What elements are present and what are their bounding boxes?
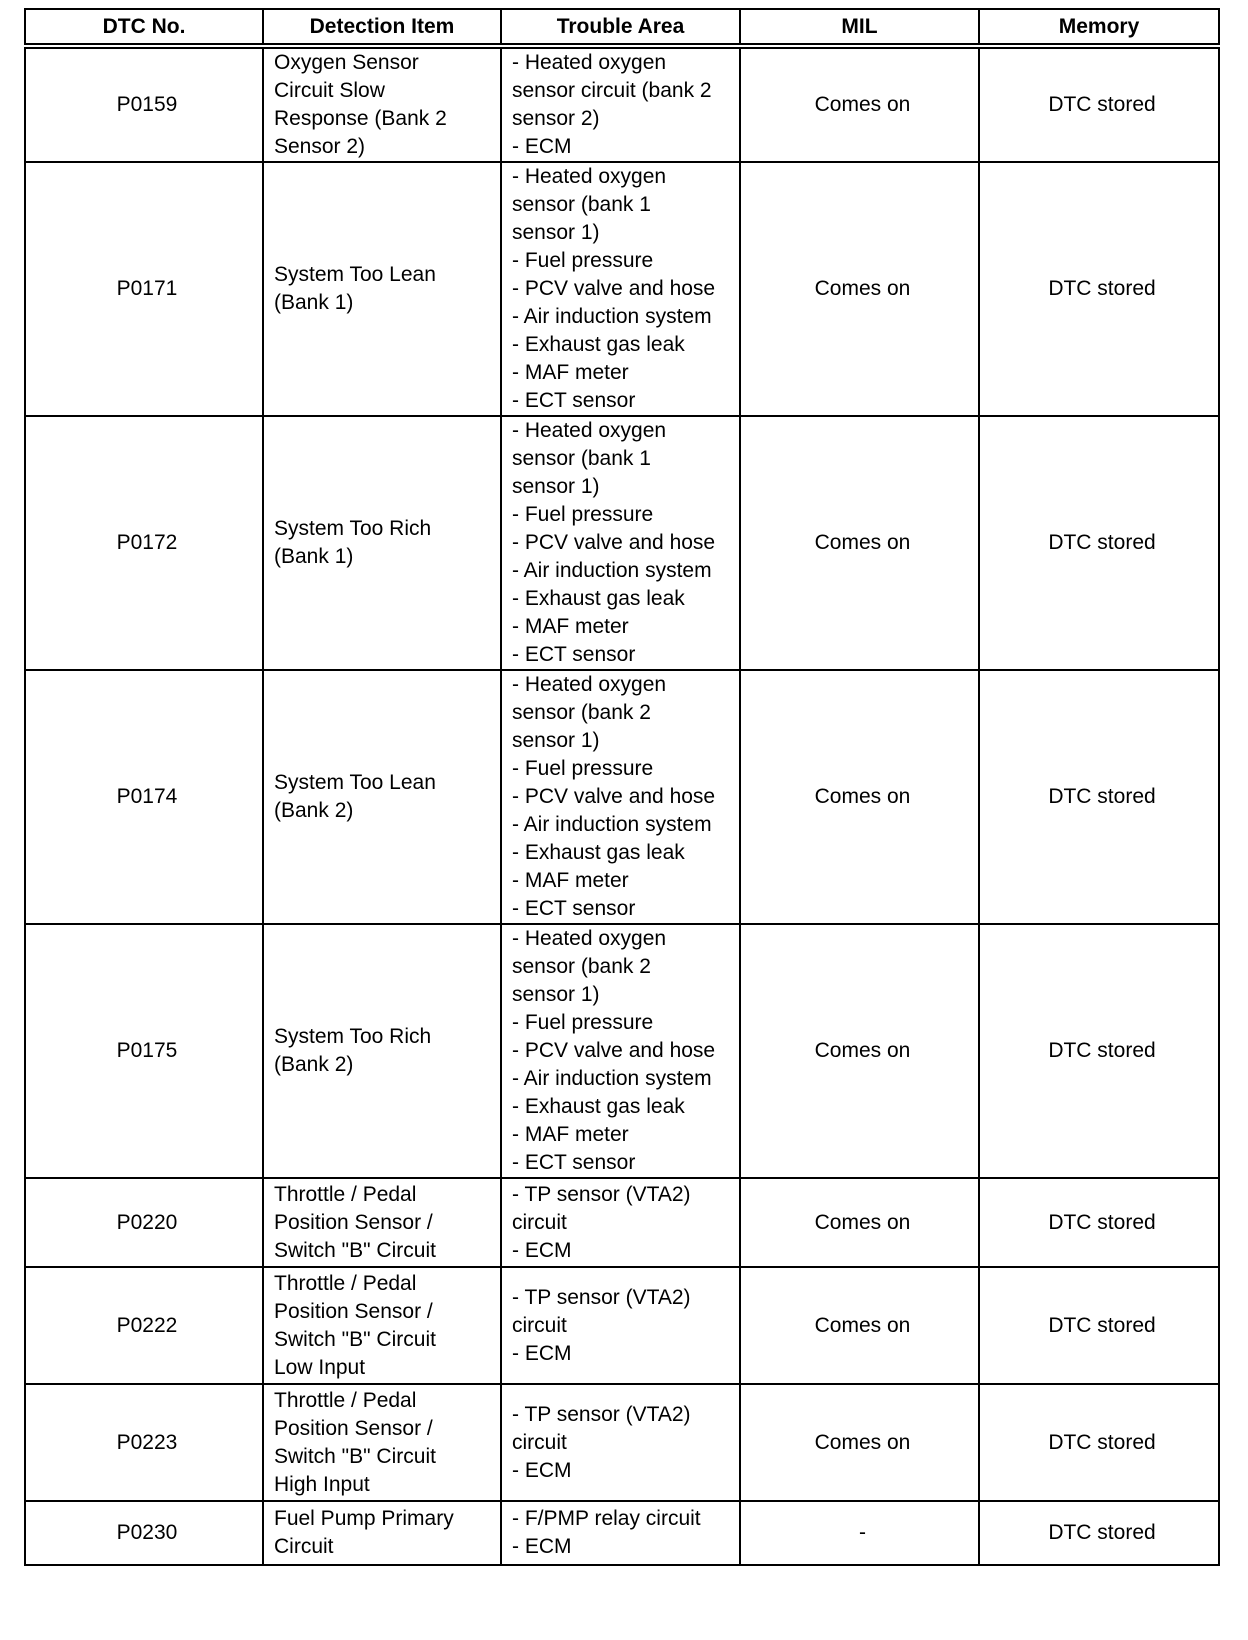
mil-cell: -: [740, 1501, 979, 1565]
mil-cell: Comes on: [740, 1178, 979, 1267]
trouble-area-line: - ECM: [512, 1458, 572, 1482]
trouble-area-line: - ECM: [512, 1341, 572, 1365]
trouble-area-cell: [501, 924, 740, 1178]
header-dtc-no: DTC No.: [25, 9, 263, 46]
detection-item-cell: [263, 1501, 501, 1565]
detection-item-line: (Bank 2): [274, 1053, 354, 1076]
memory-cell: DTC stored: [979, 924, 1219, 1178]
trouble-area-line: sensor (bank 2: [512, 955, 651, 978]
detection-item-line: System Too Lean: [274, 771, 436, 794]
detection-item-line: System Too Rich: [274, 1025, 432, 1048]
trouble-area-line: circuit: [512, 1313, 567, 1337]
table-row: [25, 1501, 1219, 1565]
detection-item-line: Circuit Slow: [274, 79, 385, 102]
table-row: [25, 924, 1219, 1178]
detection-item-line: Throttle / Pedal: [274, 1388, 417, 1412]
detection-item-line: Switch "B" Circuit: [274, 1327, 436, 1351]
table-row: [25, 1384, 1219, 1501]
trouble-area-line: - Air induction system: [512, 813, 712, 836]
trouble-area-line: - MAF meter: [512, 361, 629, 384]
detection-item-cell: [263, 1178, 501, 1267]
trouble-area-line: - PCV valve and hose: [512, 785, 716, 808]
trouble-area-line: - Exhaust gas leak: [512, 1095, 685, 1118]
table-row: [25, 162, 1219, 416]
detection-item-line: High Input: [274, 1472, 370, 1496]
detection-item-line: Position Sensor /: [274, 1299, 433, 1323]
trouble-area-line: sensor (bank 1: [512, 193, 651, 216]
trouble-area-line: - ECM: [512, 1238, 572, 1262]
detection-item-cell: [263, 1384, 501, 1501]
detection-item-cell: [263, 924, 501, 1178]
dtc-code-cell: P0222: [25, 1267, 263, 1384]
trouble-area-line: sensor 1): [512, 983, 600, 1006]
trouble-area-cell: [501, 1178, 740, 1267]
trouble-area-line: - Exhaust gas leak: [512, 587, 685, 610]
detection-item-cell: [263, 1267, 501, 1384]
table-row: [25, 1267, 1219, 1384]
detection-item-cell: [263, 416, 501, 670]
dtc-code-cell: P0230: [25, 1501, 263, 1565]
trouble-area-line: sensor (bank 2: [512, 701, 651, 724]
mil-cell: Comes on: [740, 1267, 979, 1384]
trouble-area-line: - PCV valve and hose: [512, 277, 716, 300]
trouble-area-line: circuit: [512, 1210, 567, 1234]
trouble-area-line: sensor (bank 1: [512, 447, 651, 470]
trouble-area-cell: [501, 46, 740, 162]
trouble-area-line: - MAF meter: [512, 869, 629, 892]
detection-item-line: System Too Rich: [274, 517, 432, 540]
mil-cell: Comes on: [740, 670, 979, 924]
detection-item-line: Circuit: [274, 1535, 334, 1558]
detection-item-line: Fuel Pump Primary: [274, 1507, 454, 1530]
detection-item-line: Throttle / Pedal: [274, 1182, 417, 1206]
trouble-area-line: - Air induction system: [512, 559, 712, 582]
dtc-table: [24, 8, 1220, 1566]
detection-item-line: Response (Bank 2: [274, 107, 447, 130]
trouble-area-line: - Fuel pressure: [512, 503, 654, 526]
trouble-area-line: - ECT sensor: [512, 1151, 636, 1174]
detection-item-line: Switch "B" Circuit: [274, 1444, 436, 1468]
header-row: [25, 9, 1219, 46]
trouble-area-line: - ECT sensor: [512, 389, 636, 412]
dtc-code-cell: P0159: [25, 46, 263, 162]
memory-cell: DTC stored: [979, 670, 1219, 924]
table-row: [25, 1178, 1219, 1267]
trouble-area-line: sensor 1): [512, 221, 600, 244]
trouble-area-line: - TP sensor (VTA2): [512, 1182, 691, 1206]
detection-item-line: Switch "B" Circuit: [274, 1238, 436, 1262]
trouble-area-line: - Fuel pressure: [512, 757, 654, 780]
trouble-area-cell: [501, 670, 740, 924]
detection-item-cell: [263, 670, 501, 924]
trouble-area-line: - PCV valve and hose: [512, 1039, 716, 1062]
trouble-area-line: sensor 1): [512, 475, 600, 498]
dtc-code-cell: P0174: [25, 670, 263, 924]
trouble-area-line: - Fuel pressure: [512, 249, 654, 272]
memory-cell: DTC stored: [979, 1267, 1219, 1384]
detection-item-line: (Bank 1): [274, 291, 354, 314]
detection-item-line: Position Sensor /: [274, 1210, 433, 1234]
mil-cell: Comes on: [740, 416, 979, 670]
mil-cell: Comes on: [740, 46, 979, 162]
trouble-area-line: - TP sensor (VTA2): [512, 1402, 691, 1426]
detection-item-line: (Bank 2): [274, 799, 354, 822]
trouble-area-cell: [501, 1501, 740, 1565]
header-memory: Memory: [979, 9, 1219, 46]
dtc-code-cell: P0220: [25, 1178, 263, 1267]
trouble-area-line: - Exhaust gas leak: [512, 333, 685, 356]
trouble-area-line: - Heated oxygen: [512, 927, 667, 950]
detection-item-line: (Bank 1): [274, 545, 354, 568]
trouble-area-line: circuit: [512, 1430, 567, 1454]
trouble-area-cell: [501, 1384, 740, 1501]
header-mil: MIL: [740, 9, 979, 46]
table-row: [25, 46, 1219, 162]
detection-item-line: Low Input: [274, 1355, 366, 1379]
trouble-area-line: sensor 2): [512, 107, 600, 130]
dtc-code-cell: P0172: [25, 416, 263, 670]
trouble-area-line: - MAF meter: [512, 1123, 629, 1146]
trouble-area-line: - PCV valve and hose: [512, 531, 716, 554]
trouble-area-line: - MAF meter: [512, 615, 629, 638]
detection-item-line: Oxygen Sensor: [274, 51, 419, 74]
header-detection-item: Detection Item: [263, 9, 501, 46]
trouble-area-line: - ECM: [512, 1535, 572, 1558]
detection-item-cell: [263, 46, 501, 162]
trouble-area-cell: [501, 1267, 740, 1384]
trouble-area-line: - Air induction system: [512, 1067, 712, 1090]
trouble-area-line: - TP sensor (VTA2): [512, 1285, 691, 1309]
detection-item-cell: [263, 162, 501, 416]
trouble-area-line: - Heated oxygen: [512, 419, 667, 442]
trouble-area-line: - F/PMP relay circuit: [512, 1507, 701, 1530]
trouble-area-line: sensor 1): [512, 729, 600, 752]
trouble-area-line: - ECT sensor: [512, 897, 636, 920]
trouble-area-cell: [501, 162, 740, 416]
memory-cell: DTC stored: [979, 46, 1219, 162]
trouble-area-line: - Heated oxygen: [512, 165, 667, 188]
trouble-area-cell: [501, 416, 740, 670]
memory-cell: DTC stored: [979, 162, 1219, 416]
dtc-code-cell: P0171: [25, 162, 263, 416]
detection-item-line: Position Sensor /: [274, 1416, 433, 1440]
trouble-area-line: - Heated oxygen: [512, 51, 667, 74]
trouble-area-line: - ECT sensor: [512, 643, 636, 666]
dtc-code-cell: P0223: [25, 1384, 263, 1501]
header-trouble-area: Trouble Area: [501, 9, 740, 46]
memory-cell: DTC stored: [979, 1384, 1219, 1501]
trouble-area-line: - Exhaust gas leak: [512, 841, 685, 864]
trouble-area-line: - Fuel pressure: [512, 1011, 654, 1034]
trouble-area-line: - Heated oxygen: [512, 673, 667, 696]
table-row: [25, 670, 1219, 924]
table-body: [25, 46, 1219, 1565]
memory-cell: DTC stored: [979, 1501, 1219, 1565]
memory-cell: DTC stored: [979, 416, 1219, 670]
detection-item-line: Throttle / Pedal: [274, 1271, 417, 1295]
mil-cell: Comes on: [740, 924, 979, 1178]
mil-cell: Comes on: [740, 162, 979, 416]
trouble-area-line: - ECM: [512, 135, 572, 158]
dtc-code-cell: P0175: [25, 924, 263, 1178]
memory-cell: DTC stored: [979, 1178, 1219, 1267]
mil-cell: Comes on: [740, 1384, 979, 1501]
trouble-area-line: sensor circuit (bank 2: [512, 79, 712, 102]
table-row: [25, 416, 1219, 670]
detection-item-line: Sensor 2): [274, 135, 366, 158]
detection-item-line: System Too Lean: [274, 263, 436, 286]
trouble-area-line: - Air induction system: [512, 305, 712, 328]
